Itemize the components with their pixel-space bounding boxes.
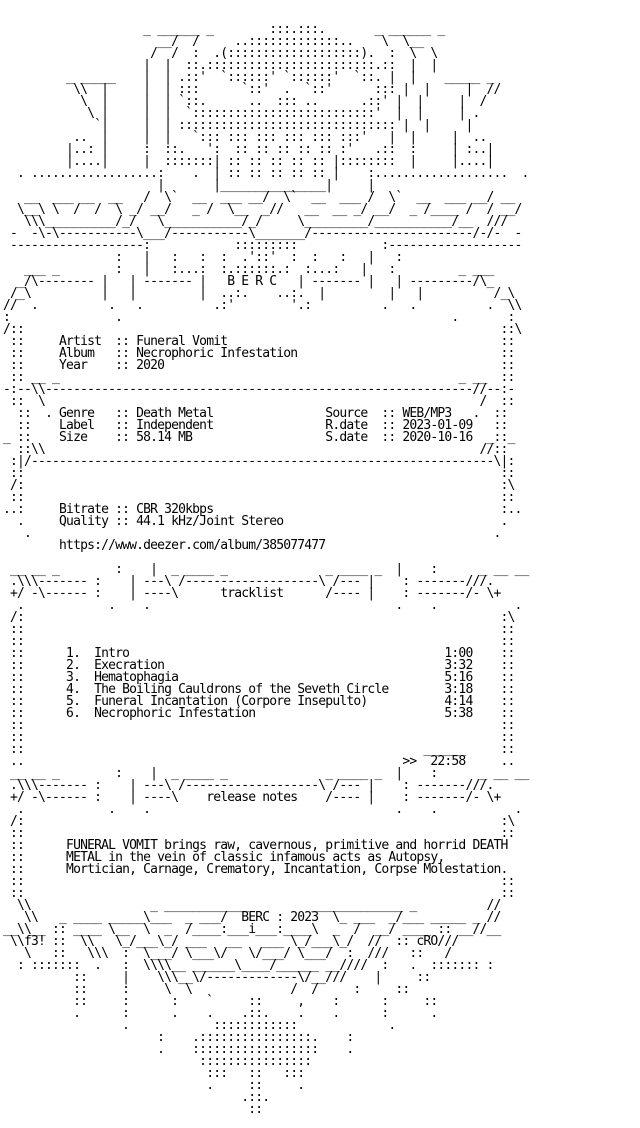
nfo-line: / / : .(:::::::::::::::::::). : \ \	[3, 46, 438, 61]
nfo-line: :: | \\\__\/-------------\/__/// | ::	[3, 970, 431, 985]
nfo-ascii-document	[3, 24, 529, 1116]
nfo-line: :: ______ ::	[3, 742, 515, 757]
nfo-line: . . . . . .	[3, 598, 522, 613]
nfo-line: :: 2. Execration 3:32 ::	[3, 658, 515, 673]
nfo-line: // . . . .:' '.: . . . \\	[3, 298, 522, 313]
nfo-line: . :::::::::::::::::: .	[3, 1042, 354, 1057]
nfo-line: \ :: \\\ : \___/ \___\/ \/___/ \___/ : /// :: /	[3, 946, 452, 961]
nfo-line: . . . . . .	[3, 802, 522, 817]
nfo-line: `| | | ::::::::::::::::::::::::::::::: | | |	[3, 118, 473, 133]
nfo-line: -------------------: ::::::::: :-------------------	[3, 238, 522, 253]
nfo-line: .. >> 22:58 ..	[3, 754, 515, 769]
nfo-line: .\\\------- : | ---\ /-------------------\ /--- | : -------///.	[3, 778, 494, 793]
nfo-line: \\f3! :: \\ \_/___\_/ ___ __ ___ \_/___\_/ // :: cRO///	[3, 934, 459, 949]
nfo-line: :: 5. Funeral Incantation (Corpore Insepulto) 4:14 ::	[3, 694, 515, 709]
nfo-line: /: :\	[3, 814, 515, 829]
nfo-line: \\\__________/_/ \___________/_/ \_________/___________/__ ///	[3, 214, 508, 229]
nfo-line: . :::::::::::: .	[3, 1018, 396, 1033]
nfo-line: _ :: Size :: 58.14 MB S.date :: 2020-10-16 _::_	[3, 430, 515, 445]
nfo-line: \ | | | `::. .. ::: .. .::' | | | /	[3, 94, 487, 109]
nfo-line: :: ::	[3, 886, 515, 901]
nfo-line: \\ | | | ::: `::' . `::' ::: | | | //	[3, 82, 501, 97]
nfo-line: ___ _ : | :...: :.::::::.: :...: | : _ ___	[3, 262, 494, 277]
nfo-line: :: 4. The Boiling Cauldrons of the Seveth Circle 3:18 ::	[3, 682, 515, 697]
nfo-line: . Quality :: 44.1 kHz/Joint Stereo .	[3, 514, 508, 529]
nfo-line: - -\-\-----------\___/-----------\_______/-----------------------/-/- -	[3, 226, 522, 241]
nfo-line: : | : : : .'::' : : : | :	[3, 250, 403, 265]
nfo-line: \\ _ ____________ _____________ _ //	[3, 898, 501, 913]
nfo-line: :: Album :: Necrophoric Infestation ::	[3, 346, 515, 361]
nfo-line: . :: .	[3, 1078, 305, 1093]
nfo-line: :: ::	[3, 874, 515, 889]
nfo-line: ::\\ //::	[3, 442, 508, 457]
nfo-line: \ | | | `::::::::::::::::::::::::::' | | | .	[3, 106, 480, 121]
nfo-line: :: ::	[3, 718, 515, 733]
nfo-line: :: ::	[3, 466, 515, 481]
nfo-line: _ ______ _ :::.:::. _ ______ _	[3, 22, 445, 37]
nfo-line: :: ::	[3, 490, 515, 505]
nfo-line: .\\\------- : | ---\ /-------------------\ /--- | : -------///.	[3, 574, 494, 589]
nfo-line: ..: Bitrate :: CBR 320kbps :..	[3, 502, 522, 517]
nfo-line: ::: :: :::	[3, 1066, 305, 1081]
nfo-line: /_\ | | | ..:. ..:. | | | /_\	[3, 286, 515, 301]
nfo-line: :: : \ \ / / : ::	[3, 982, 410, 997]
nfo-line: :: 3. Hematophagia 5:16 ::	[3, 670, 515, 685]
nfo-line: : . . :	[3, 310, 515, 325]
nfo-line: |....| | :::::::| :: :: :: :: :: |:::::::: | |....|	[3, 154, 494, 169]
nfo-line: :: Artist :: Funeral Vomit ::	[3, 334, 515, 349]
nfo-line: |..: | : ::. ': :: :: :: :: :: :' .:: : | :..|	[3, 142, 494, 157]
nfo-line: -:--\\-------------------------------------------------------------//--:-	[3, 382, 515, 397]
nfo-line: +/ -\------ : | ----\ tracklist /---- | : -------/- \+	[3, 586, 501, 601]
nfo-line: /:: ::\	[3, 322, 522, 337]
nfo-line: :: Mortician, Carnage, Crematory, Incantation, Corpse Molestation.	[3, 862, 508, 877]
nfo-line: ::::::::::::::::	[3, 1054, 312, 1069]
nfo-line: :: . Genre :: Death Metal Source :: WEB/MP3 . ::	[3, 406, 508, 421]
nfo-line: :: ::	[3, 826, 515, 841]
nfo-line: . : . . .::. . . : .	[3, 1006, 438, 1021]
nfo-line: ::	[3, 1102, 263, 1117]
nfo-line: __ __ _ : | _ ____ _ _ ____ _ | : _ __ __	[3, 562, 529, 577]
nfo-line: :: FUNERAL VOMIT brings raw, cavernous, primitive and horrid DEATH	[3, 838, 508, 853]
nfo-line: __/ / ..:::::::::::::.. \ \__	[3, 34, 424, 49]
nfo-line: _ _____ | | .::' `::::::' `::::::' `::. | | _____ _	[3, 70, 494, 85]
nfo-line: | | ::.::::::::::::::::::::::::.:: | |	[3, 58, 438, 73]
nfo-line: :: ::	[3, 634, 515, 649]
nfo-line: :: 6. Necrophoric Infestation 5:38 ::	[3, 706, 515, 721]
nfo-line: +/ -\------ : | ----\ release notes /---- | : -------/- \+	[3, 790, 501, 805]
nfo-line: :: ::	[3, 622, 515, 637]
nfo-line: :: Label :: Independent R.date :: 2023-01-09 ::	[3, 418, 508, 433]
nfo-line: :: ::	[3, 730, 515, 745]
nfo-line: :: __ _ _ __ ::	[3, 370, 515, 385]
nfo-line: :: \ / ::	[3, 394, 515, 409]
nfo-line[interactable]: https://www.deezer.com/album/385077477	[3, 538, 326, 553]
nfo-line: \\ _ ____ _____\___ _ ___/ BERC : 2023 \_ ___ _/___ _____ _ //	[3, 910, 501, 925]
nfo-line: _/\-------- | | ------- | B E R C | ------- | | ---------/\_	[3, 274, 494, 289]
nfo-line: __ ___ __ __ / \` __ ___ __/ \` __ ___ / \` __ ___ __/ __	[3, 190, 515, 205]
nfo-line: __\\__ :: ____ \__ \ _ /____:___i___:____\ _ / __/ ____ :: __//__	[3, 922, 501, 937]
nfo-line: __ __ _ : | _ ____ _ _ ____ _ | : _ __ __	[3, 766, 529, 781]
nfo-line: \__\ \ / / \ _/ __/ _ / \__ _// __ __ _/ __/ _ /____ / / __/	[3, 202, 522, 217]
nfo-line: | |_______________| |	[3, 178, 375, 193]
nfo-line: .. | | | `::: ::: ::: ::: ::: :::' | | | ..	[3, 130, 487, 145]
nfo-line: : .::::::::::::::::. :	[3, 1030, 354, 1045]
nfo-line: .::.	[3, 1090, 270, 1105]
nfo-line: :: 1. Intro 1:00 ::	[3, 646, 515, 661]
nfo-line: :: Year :: 2020 ::	[3, 358, 515, 373]
nfo-line: :: METAL in the vein of classic infamous acts as Autopsy,	[3, 850, 445, 865]
nfo-line: : ::::::: . : \\\\__ ______\____/______ __//// : . ::::::: :	[3, 958, 494, 973]
nfo-line: :|/------------------------------------------------------------------\|:	[3, 454, 515, 469]
nfo-line: . ..................: . | :: :: :: :: :: | :................... .	[3, 166, 529, 181]
nfo-line: . .	[3, 526, 501, 541]
nfo-line: /: :\	[3, 478, 515, 493]
nfo-line: /: :\	[3, 610, 515, 625]
nfo-line: :: : : ` :: , : : ::	[3, 994, 438, 1009]
